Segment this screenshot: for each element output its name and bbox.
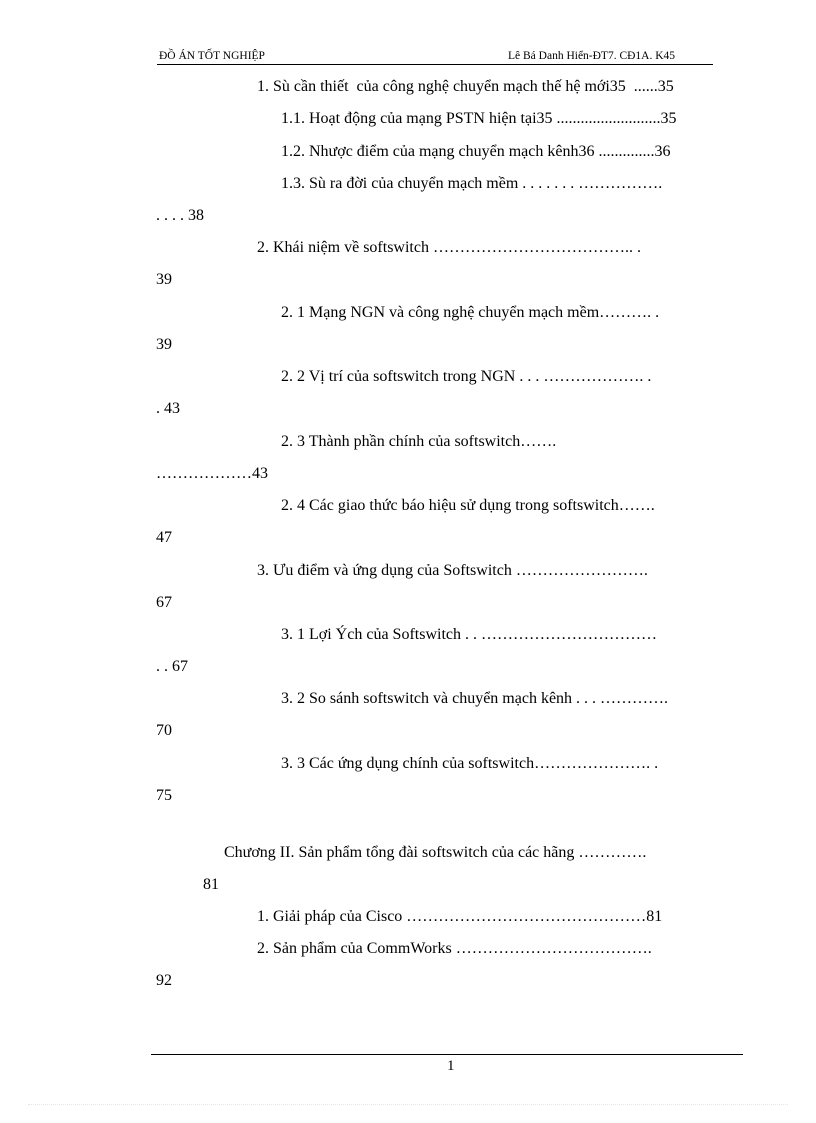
toc-entry-page: . . . . 38 xyxy=(156,207,204,224)
toc-entry-page: 81 xyxy=(203,876,219,893)
toc-entry: 2. 4 Các giao thức báo hiệu sử dụng trong softswitch……. xyxy=(281,497,655,514)
toc-entry: 1. Sù cần thiết của công nghệ chuyển mạch thế hệ mới35 ......35 xyxy=(257,78,674,95)
toc-entry: 2. 2 Vị trí của softswitch trong NGN . . . ………………. . xyxy=(281,368,652,385)
toc-entry-page: . 43 xyxy=(156,400,180,417)
toc-entry: 2. 1 Mạng NGN và công nghệ chuyển mạch mềm………. . xyxy=(281,304,660,321)
toc-entry-page: 75 xyxy=(156,787,172,804)
toc-entry: 1.3. Sù ra đời của chuyển mạch mềm . . . . . . . ……………. xyxy=(281,175,663,192)
toc-entry-page: ………………43 xyxy=(156,465,268,482)
toc-entry: 3. Ưu điểm và ứng dụng của Softswitch ……………………. xyxy=(257,562,648,579)
toc-entry: 1.1. Hoạt động của mạng PSTN hiện tại35 ..........................35 xyxy=(281,110,677,127)
toc-entry: 3. 1 Lợi Ých của Softswitch . . …………………………… xyxy=(281,626,657,643)
toc-entry-page: 92 xyxy=(156,972,172,989)
toc-entry: 1. Giải pháp của Cisco ………………………………………81 xyxy=(257,908,663,925)
toc-entry: 2. Sản phẩm của CommWorks ………………………………. xyxy=(257,940,652,957)
toc-entry: 1.2. Nhược điểm của mạng chuyển mạch kênh36 ..............36 xyxy=(281,143,671,160)
toc-entry-page: 70 xyxy=(156,722,172,739)
running-header-right: Lê Bá Danh Hiển-ĐT7. CĐ1A. K45 xyxy=(508,50,676,62)
running-header-left: ĐỒ ÁN TỐT NGHIỆP xyxy=(159,50,265,62)
toc-entry: 2. Khái niệm về softswitch ……………………………….. . xyxy=(257,239,641,256)
page-edge-dotted-line xyxy=(28,1104,788,1105)
toc-entry-page: 47 xyxy=(156,529,172,546)
page-number: 1 xyxy=(447,1058,455,1074)
toc-entry-page: 67 xyxy=(156,594,172,611)
footer-rule xyxy=(151,1054,743,1055)
toc-entry-page: . . 67 xyxy=(156,658,188,675)
toc-entry: 3. 2 So sánh softswitch và chuyển mạch kênh . . . …………. xyxy=(281,690,669,707)
toc-entry-page: 39 xyxy=(156,271,172,288)
toc-chapter-entry: Chương II. Sản phẩm tổng đài softswitch của các hãng …………. xyxy=(224,844,647,861)
toc-entry: 3. 3 Các ứng dụng chính của softswitch…………………. . xyxy=(281,755,659,772)
toc-entry: 2. 3 Thành phần chính của softswitch……. xyxy=(281,433,557,450)
header-rule xyxy=(157,64,713,65)
toc-entry-page: 39 xyxy=(156,336,172,353)
